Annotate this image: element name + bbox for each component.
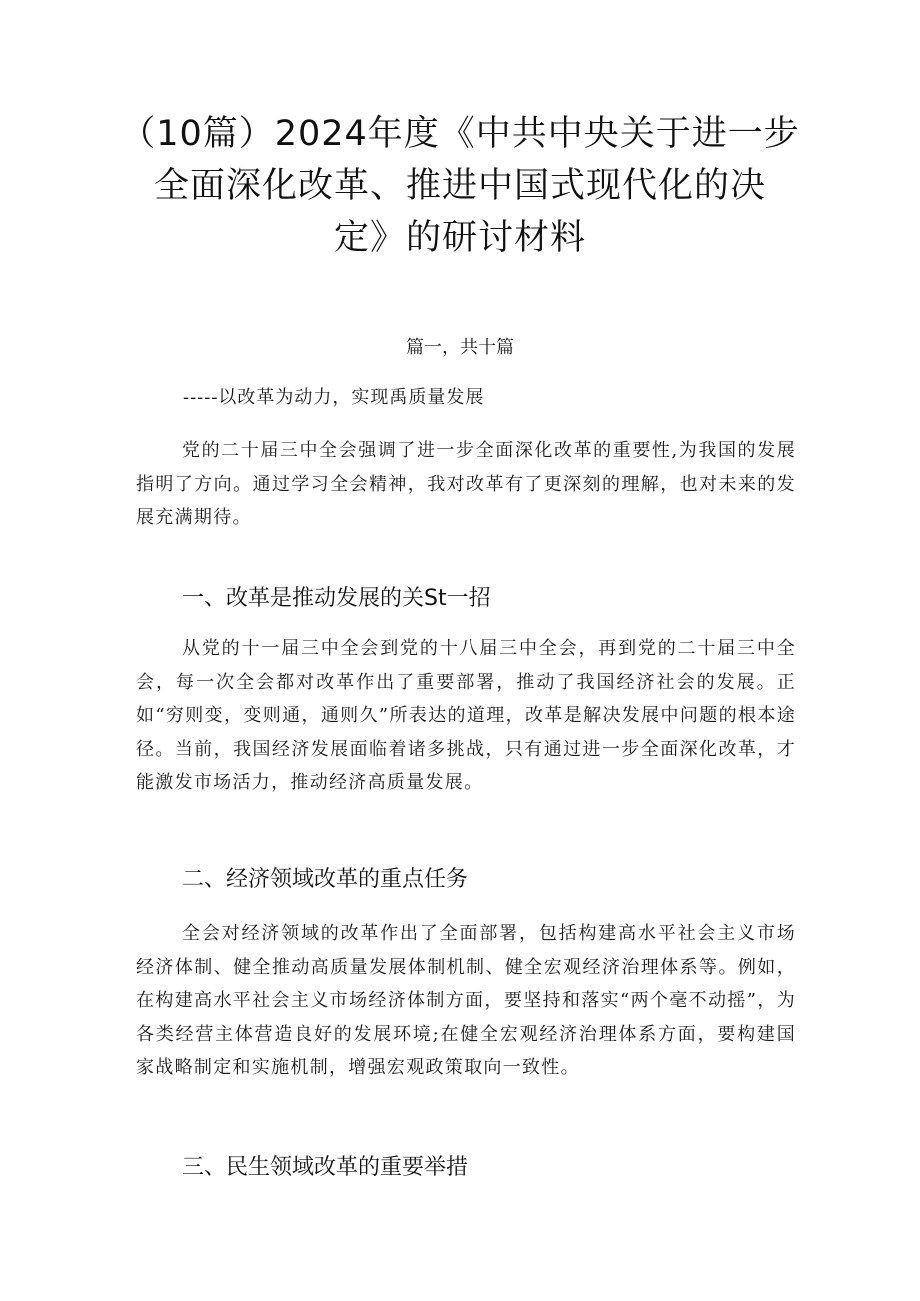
section-heading-3: 三、民生领域改革的重要举措 <box>182 1155 469 1180</box>
section-heading-1: 一、改革是推动发展的关St一招 <box>182 586 491 611</box>
title-line-2: 全面深化改革、推进中国式现代化的决 <box>153 166 766 206</box>
article-tagline: -----以改革为动力，实现禹质量发展 <box>183 387 485 408</box>
intro-paragraph: 党的二十届三中全会强调了进一步全面深化改革的重要性,为我国的发展指明了方向。通过学习全会精神，我对改革有了更深刻的理解，也对未来的发展充满期待。 <box>136 440 796 529</box>
title-line-1: （10篇）2024年度《中共中央关于进一步 <box>120 114 800 154</box>
title-line-3: 定》的研讨材料 <box>333 218 586 258</box>
document-title <box>120 108 800 264</box>
section-heading-2: 二、经济领域改革的重点任务 <box>182 867 469 892</box>
section-body-1: 从党的十一届三中全会到党的十八届三中全会，再到党的二十届三中全会，每一次全会都对改革作出了重要部署，推动了我国经济社会的发展。正如“穷则变，变则通，通则久”所表达的道理，改革是解决发展中问题的根本途径。当前，我国经济发展面临着诸多挑战，只有通过进一步全面深化改革，才能激发市场活力，推动经济高质量发展。 <box>136 638 796 794</box>
section-body-2: 全会对经济领域的改革作出了全面部署，包括构建高水平社会主义市场经济体制、健全推动高质量发展体制机制、健全宏观经济治理体系等。例如，在构建高水平社会主义市场经济体制方面，要坚持和落实“两个毫不动摇”，为各类经营主体营造良好的发展环境;在健全宏观经济治理体系方面，要构建国家战略制定和实施机制，增强宏观政策取向一致性。 <box>136 923 796 1079</box>
part-subtitle: 篇一，共十篇 <box>406 337 514 358</box>
